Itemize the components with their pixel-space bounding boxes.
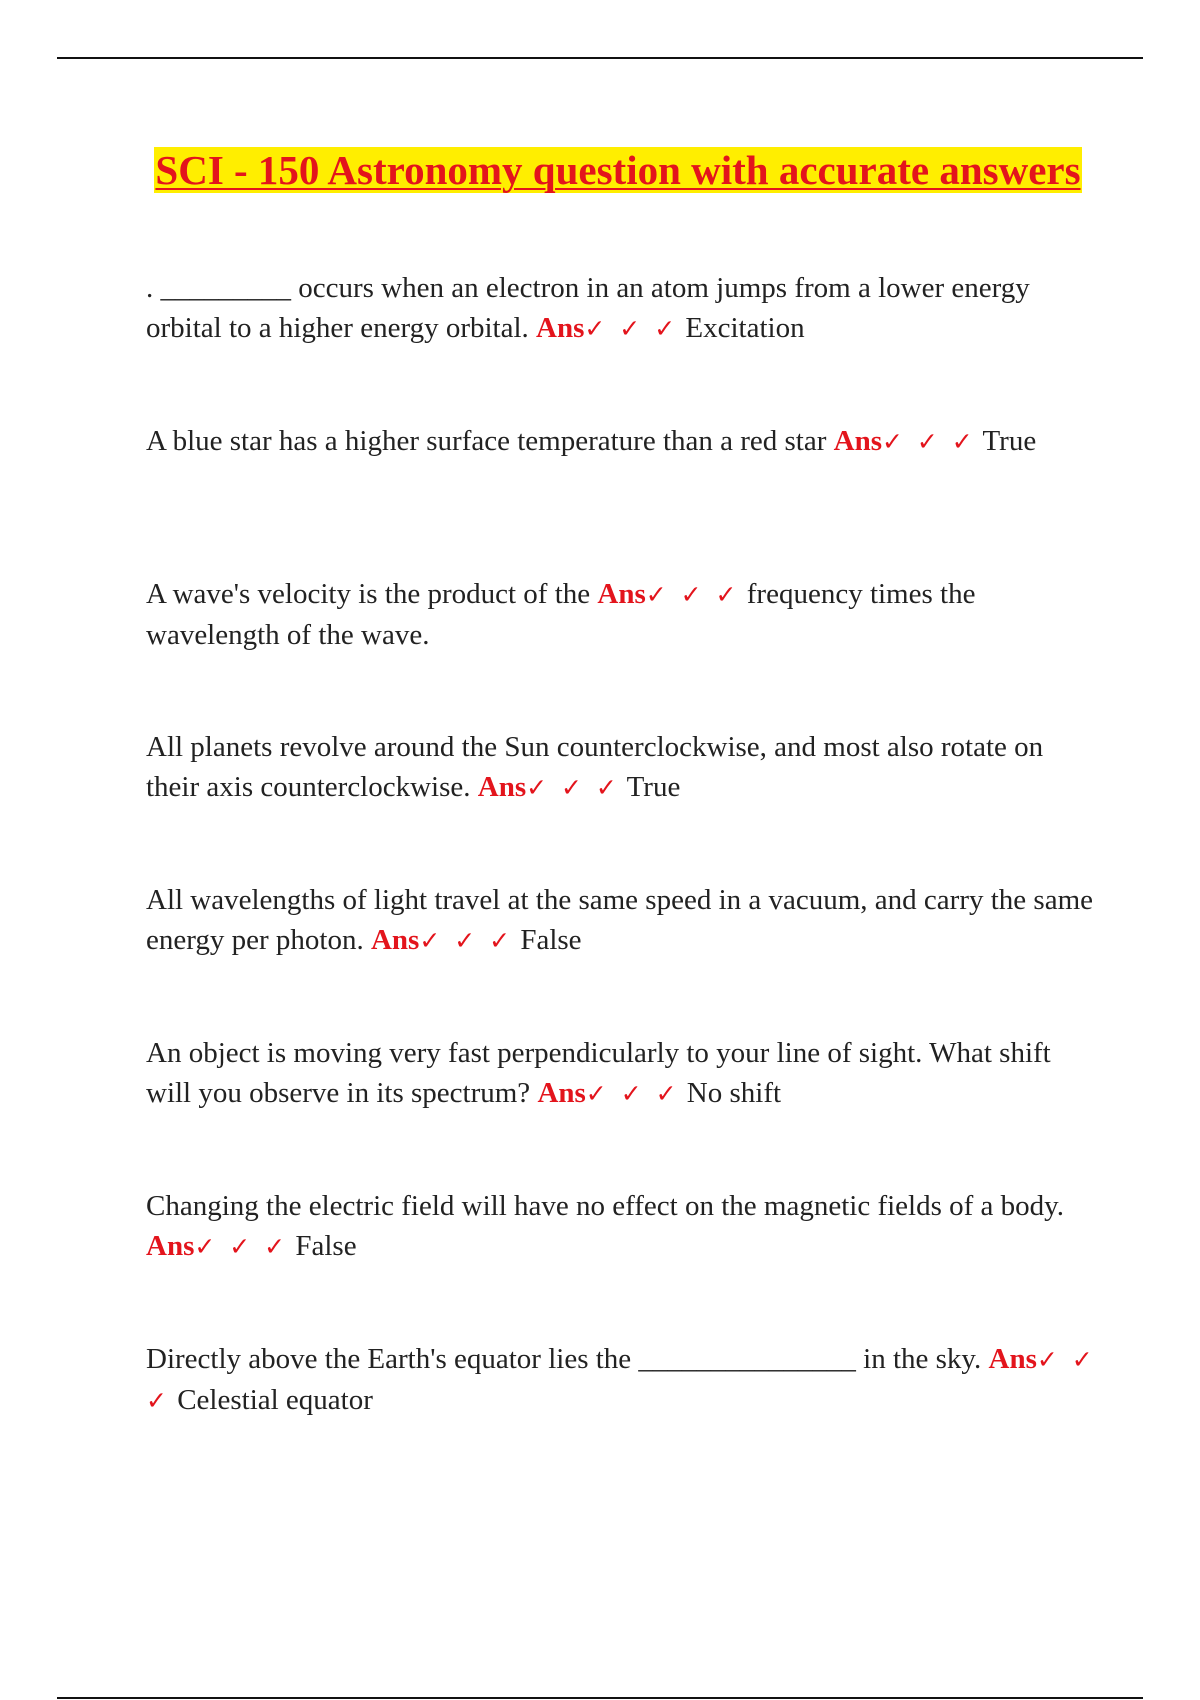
answer-marker: Ans: [370, 924, 420, 956]
answer-text: No shift: [679, 1077, 782, 1109]
checkmarks-icon: ✓ ✓ ✓: [645, 580, 740, 609]
question-text: . _________ occurs when an electron in an atom jumps from a lower energy orbital to a higher energy orbital.: [146, 272, 1030, 344]
checkmarks-icon: ✓ ✓ ✓: [194, 1232, 289, 1261]
answer-marker: Ans: [477, 771, 527, 803]
qa-item: [146, 727, 1096, 807]
answer-text: False: [513, 924, 582, 956]
answer-text: True: [975, 425, 1037, 457]
answer-text: True: [619, 771, 681, 803]
page-title: SCI - 150 Astronomy question with accurate answers: [155, 147, 1081, 193]
answer-text: frequency times the wavelength of the wave.: [146, 578, 976, 651]
answer-text: False: [288, 1230, 357, 1262]
checkmarks-icon: ✓ ✓ ✓: [585, 1079, 680, 1108]
question-text: Changing the electric field will have no effect on the magnetic fields of a body.: [146, 1190, 1065, 1222]
question-text: A wave's velocity is the product of the: [146, 578, 598, 610]
answer-marker: Ans: [597, 578, 646, 610]
qa-item: [146, 1186, 1096, 1266]
answer-marker: Ans: [833, 425, 883, 457]
question-text: An object is moving very fast perpendicularly to your line of sight. What shift will you observe in its spectrum?: [146, 1037, 1051, 1109]
checkmarks-icon: ✓ ✓ ✓: [882, 427, 976, 456]
qa-item: [146, 880, 1096, 960]
checkmarks-icon: ✓ ✓ ✓: [526, 773, 620, 802]
qa-list: [146, 268, 1096, 1492]
checkmarks-icon: ✓ ✓ ✓: [146, 1345, 1096, 1415]
qa-item: [146, 268, 1096, 348]
qa-item: [146, 1033, 1096, 1113]
title-block: [146, 142, 1090, 198]
answer-text: Excitation: [678, 312, 805, 344]
question-text: Directly above the Earth's equator lies the _______________ in the sky.: [146, 1343, 989, 1375]
answer-marker: Ans: [988, 1343, 1037, 1375]
footer-rule: [57, 1697, 1143, 1699]
checkmarks-icon: ✓ ✓ ✓: [419, 926, 514, 955]
question-text: All planets revolve around the Sun counterclockwise, and most also rotate on their axis counterclockwise.: [146, 731, 1044, 803]
header-rule: [57, 57, 1143, 59]
answer-marker: Ans: [537, 1077, 586, 1109]
answer-marker: Ans: [146, 1230, 195, 1262]
answer-marker: Ans: [536, 312, 585, 344]
checkmarks-icon: ✓ ✓ ✓: [584, 314, 679, 343]
question-text: All wavelengths of light travel at the same speed in a vacuum, and carry the same energy per photon.: [146, 884, 1094, 956]
qa-item: [146, 1339, 1096, 1419]
answer-text: Celestial equator: [169, 1384, 373, 1416]
qa-item: [146, 574, 1096, 654]
question-text: A blue star has a higher surface temperature than a red star: [146, 425, 834, 457]
qa-item: [146, 421, 1096, 501]
